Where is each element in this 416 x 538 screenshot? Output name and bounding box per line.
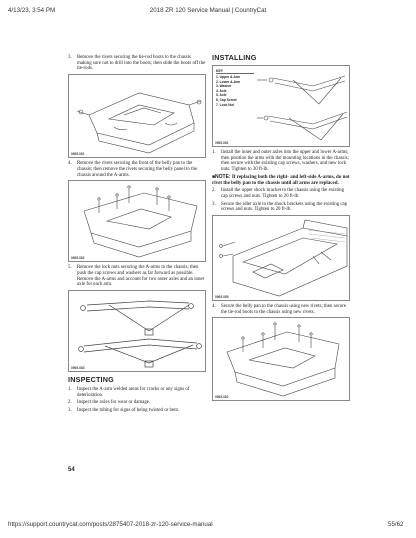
figure-belly-pan (68, 180, 206, 262)
figure-number: 0965-083 (71, 366, 85, 371)
step-remove-rivets-tie-rod: 3. Remove the rivets securing the tie-rod boots to the chassis making sure not to drill into the boots; then slide the boots off the tie-rods. (68, 55, 206, 72)
a-arm-exploded-illustration (213, 66, 350, 146)
figure-shock-bracket (212, 215, 350, 301)
inspect-step-1: 1. Inspect the A-arm welded areas for cracks or any signs of deterioration. (68, 387, 190, 398)
figure-number: 0965-082 (71, 256, 85, 261)
figure-chassis-tie-rod (68, 74, 206, 158)
figure-number: 0965-082 (215, 395, 229, 400)
inspect-step-3: 3. Inspect the tubing for signs of being twisted or bent. (68, 408, 180, 414)
inspect-step-2: 2. Inspect the axles for wear or damage. (68, 400, 151, 406)
note-replacing-arms: ■NOTE: If replacing both the right- and left-side A-arms, do not rivet the belly pan to the chassis until all arms are replaced. (212, 173, 350, 186)
belly-pan-illustration (69, 181, 206, 261)
right-column (212, 55, 350, 404)
belly-pan-rivets-illustration (213, 318, 350, 400)
figure-key: KEY 1. Upper A-Arm 2. Lower A-Arm 3. Washer 4. Axle 5. Axle 6. Cap Screw 7. Lock Nut (216, 69, 254, 107)
figure-number: 0965-085 (215, 295, 229, 300)
page-number: 54 (68, 467, 75, 473)
figure-belly-pan-rivets (212, 317, 350, 401)
inspecting-heading: INSPECTING (68, 375, 114, 385)
install-step-2: 2. Install the upper shock bracket to the chassis using the existing cap screws and nuts. Tighten to 20 ft-lb. (212, 188, 345, 199)
chassis-illustration (69, 75, 206, 157)
shock-bracket-illustration (213, 216, 350, 300)
install-step-4: 4. Secure the belly pan to the chassis using new rivets; then secure the tie-rod boots to the chassis using new rivets. (212, 304, 347, 315)
figure-number: 0965-081 (71, 152, 85, 157)
print-page-title: 2018 ZR 120 Service Manual | CountryCat (149, 7, 267, 14)
step-remove-rivets-belly-pan: 4. Remove the rivets securing the front of the belly pan to the chassis; then remove the rivets securing the belly panel to the chassis around the A-arms. (68, 161, 198, 178)
step-remove-lock-nuts: 5. Remove the lock nuts securing the A-arms to the chassis; then push the cap screws and washers as far forward as possible. Remove the A-arms and account for two outer axles and an inner axle for each arm. (68, 265, 205, 288)
figure-a-arms-removed (68, 290, 206, 372)
left-column (68, 55, 206, 414)
install-step-1: 1. Install the inner and outer axles into the upper and lower A-arms; then position the arms with the mounting locations in the chassis; then secure with the existing cap screws, washers, and new lock nuts. Tighten to 30 ft-lb. (212, 150, 349, 173)
installing-heading: INSTALLING (212, 53, 257, 62)
a-arms-illustration (69, 291, 206, 371)
figure-a-arm-exploded (212, 65, 350, 147)
print-page-count: 55/62 (388, 521, 404, 528)
figure-number: 0965-081 (215, 141, 229, 145)
print-datetime: 4/13/23, 3:54 PM (8, 7, 56, 14)
install-step-3: 3. Secure the idler axle to the shock brackets using the existing cap screws and nuts. Tighten to 20 ft-lb. (212, 201, 348, 213)
print-url[interactable]: https://support.countrycat.com/posts/2875407-2018-zr-120-service-manual (8, 521, 213, 528)
